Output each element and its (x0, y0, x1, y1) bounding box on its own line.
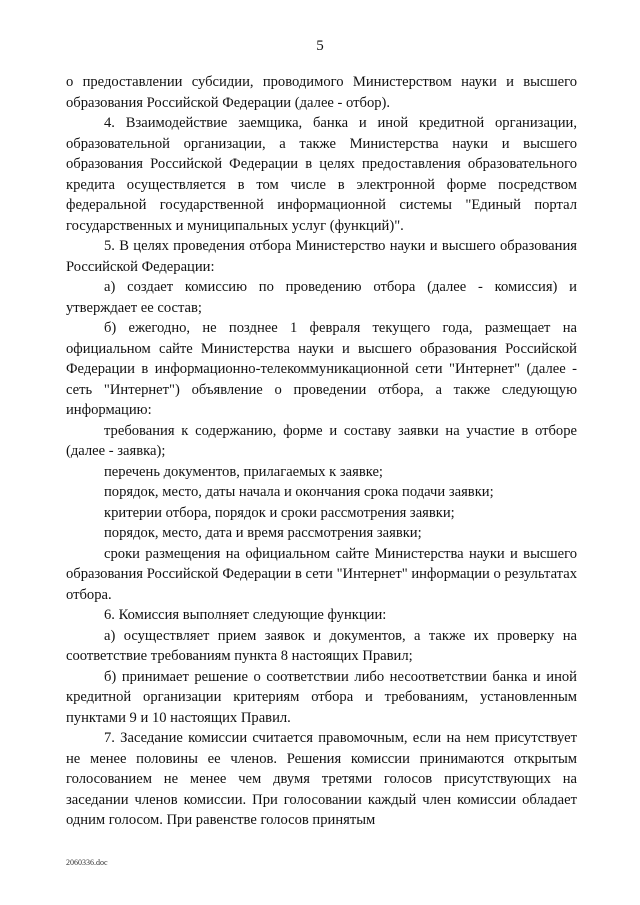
paragraph: порядок, место, даты начала и окончания срока подачи заявки; (104, 484, 494, 500)
paragraph: б) принимает решение о соответствии либо несоответствии банка и иной кредитной организации критериям отбора и требованиям, установленным пунктами 9 и 10 настоящих Правил. (66, 668, 577, 726)
paragraph: а) осуществляет прием заявок и документов, а также их проверку на соответствие требованиям пункта 8 настоящих Правил; (66, 627, 577, 664)
page-number: 5 (316, 38, 324, 54)
paragraph: 7. Заседание комиссии считается правомочным, если на нем присутствует не менее половины ее членов. Решения комиссии принимаются открытым голосованием не менее чем двумя третями голосов присутствующих на заседании членов комиссии. При голосовании каждый член комиссии обладает одним голосом. При равенстве голосов принятым (66, 730, 577, 828)
paragraph: требования к содержанию, форме и составу заявки на участие в отборе (далее - заявка); (66, 422, 577, 459)
paragraph: сроки размещения на официальном сайте Министерства науки и высшего образования Российской Федерации в сети "Интернет" информации о результатах отбора. (66, 545, 577, 603)
paragraph: 6. Комиссия выполняет следующие функции: (104, 607, 387, 623)
paragraph: критерии отбора, порядок и сроки рассмотрения заявки; (104, 504, 455, 521)
paragraph: б) ежегодно, не позднее 1 февраля текущего года, размещает на официальном сайте Министерства науки и высшего образования Российской Федерации в информационно-телекоммуникационной сети "Интернет" (далее - сеть "Интернет") объявление о проведении отбора, а также следующую информацию: (66, 320, 577, 418)
paragraph: а) создает комиссию по проведению отбора (далее - комиссия) и утверждает ее состав; (66, 279, 577, 316)
document-body (66, 72, 577, 831)
paragraph: о предоставлении субсидии, проводимого Министерством науки и высшего образования Российской Федерации (далее - отбор). (66, 74, 577, 111)
paragraph: перечень документов, прилагаемых к заявке; (104, 463, 383, 480)
paragraph: 5. В целях проведения отбора Министерство науки и высшего образования Российской Федерации: (66, 238, 577, 275)
footer-filename: 2060336.doc (66, 858, 108, 867)
paragraph: порядок, место, дата и время рассмотрения заявки; (104, 525, 422, 541)
paragraph: 4. Взаимодействие заемщика, банка и иной кредитной организации, образовательной организации, а также Министерства науки и высшего образования Российской Федерации в целях предоставления образовательного кредита осуществляется в том числе в электронной форме посредством федеральной государственной информационной системы "Единый портал государственных и муниципальных услуг (функций)". (66, 115, 577, 234)
